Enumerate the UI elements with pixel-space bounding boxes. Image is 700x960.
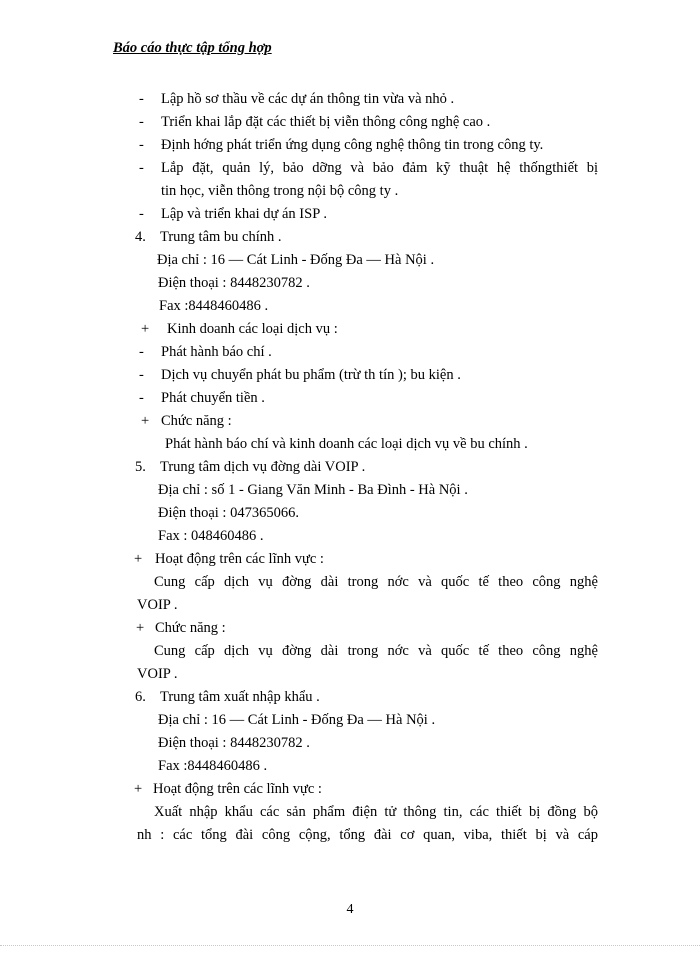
text-line: Cung cấp dịch vụ đờng dài trong nớc và quốc tế theo công nghệ [154,574,598,590]
phone: Điện thoại : 8448230782 . [158,735,310,751]
text-line: Xuất nhập khẩu các sản phẩm điện tử thông tin, các thiết bị đồng bộ [154,804,598,820]
bullet-dash: - [139,206,144,222]
bullet-plus: + [141,413,150,429]
text-line: nh : các tổng đài công cộng, tổng đài cơ quan, viba, thiết bị và cáp [137,827,598,843]
text-line: Lắp đặt, quản lý, bảo dỡng và bảo đảm kỹ thuật hệ thốngthiết bị [161,160,598,176]
section-number: 4. [135,229,146,245]
text-line: Phát chuyển tiền . [161,390,265,406]
fax: Fax :8448460486 . [158,758,268,774]
bullet-plus: + [134,551,143,567]
bullet-dash: - [139,367,144,383]
text-line: Hoạt động trên các lĩnh vực : [155,551,324,567]
text-line: Định hớng phát triển ứng dụng công nghệ thông tin trong công ty. [161,137,544,153]
text-line: Phát hành báo chí . [161,344,272,360]
text-line: Cung cấp dịch vụ đờng dài trong nớc và quốc tế theo công nghệ [154,643,598,659]
address: Địa chỉ : số 1 - Giang Văn Minh - Ba Đình - Hà Nội . [158,482,468,498]
bullet-plus: + [134,781,143,797]
text-line: tin học, viễn thông trong nội bộ công ty . [161,183,399,199]
section-number: 5. [135,459,146,475]
page-bottom-rule [0,945,700,946]
bullet-dash: - [139,344,144,360]
fax: Fax : 048460486 . [158,528,264,544]
page-header: Báo cáo thực tập tổng hợp [113,40,272,56]
text-line: Hoạt động trên các lĩnh vực : [153,781,322,797]
section-title: Trung tâm xuất nhập khẩu . [160,689,320,705]
bullet-dash: - [139,160,144,176]
phone: Điện thoại : 8448230782 . [158,275,310,291]
text-line: VOIP . [137,597,178,613]
text-line: Phát hành báo chí và kinh doanh các loại dịch vụ về bu chính . [165,436,528,452]
bullet-plus: + [141,321,150,337]
text-line: VOIP . [137,666,178,682]
page-number: 4 [346,902,354,917]
text-line: Triển khai lắp đặt các thiết bị viễn thông công nghệ cao . [161,114,491,130]
bullet-dash: - [139,114,144,130]
bullet-dash: - [139,91,144,107]
section-title: Trung tâm dịch vụ đờng dài VOIP . [160,459,366,475]
text-line: Chức năng : [161,413,232,429]
fax: Fax :8448460486 . [159,298,269,314]
text-line: Dịch vụ chuyển phát bu phẩm (trừ th tín ); bu kiện . [161,367,461,383]
text-line: Lập hồ sơ thầu về các dự án thông tin vừa và nhỏ . [161,91,455,107]
section-title: Trung tâm bu chính . [160,229,282,245]
phone: Điện thoại : 047365066. [158,505,299,521]
address: Địa chỉ : 16 — Cát Linh - Đống Đa — Hà Nội . [158,712,436,728]
bullet-dash: - [139,137,144,153]
section-number: 6. [135,689,146,705]
bullet-dash: - [139,390,144,406]
address: Địa chỉ : 16 — Cát Linh - Đống Đa — Hà Nội . [157,252,435,268]
text-line: Kinh doanh các loại dịch vụ : [167,321,338,337]
bullet-plus: + [136,620,145,636]
text-line: Chức năng : [155,620,226,636]
text-line: Lập và triển khai dự án ISP . [161,206,327,222]
